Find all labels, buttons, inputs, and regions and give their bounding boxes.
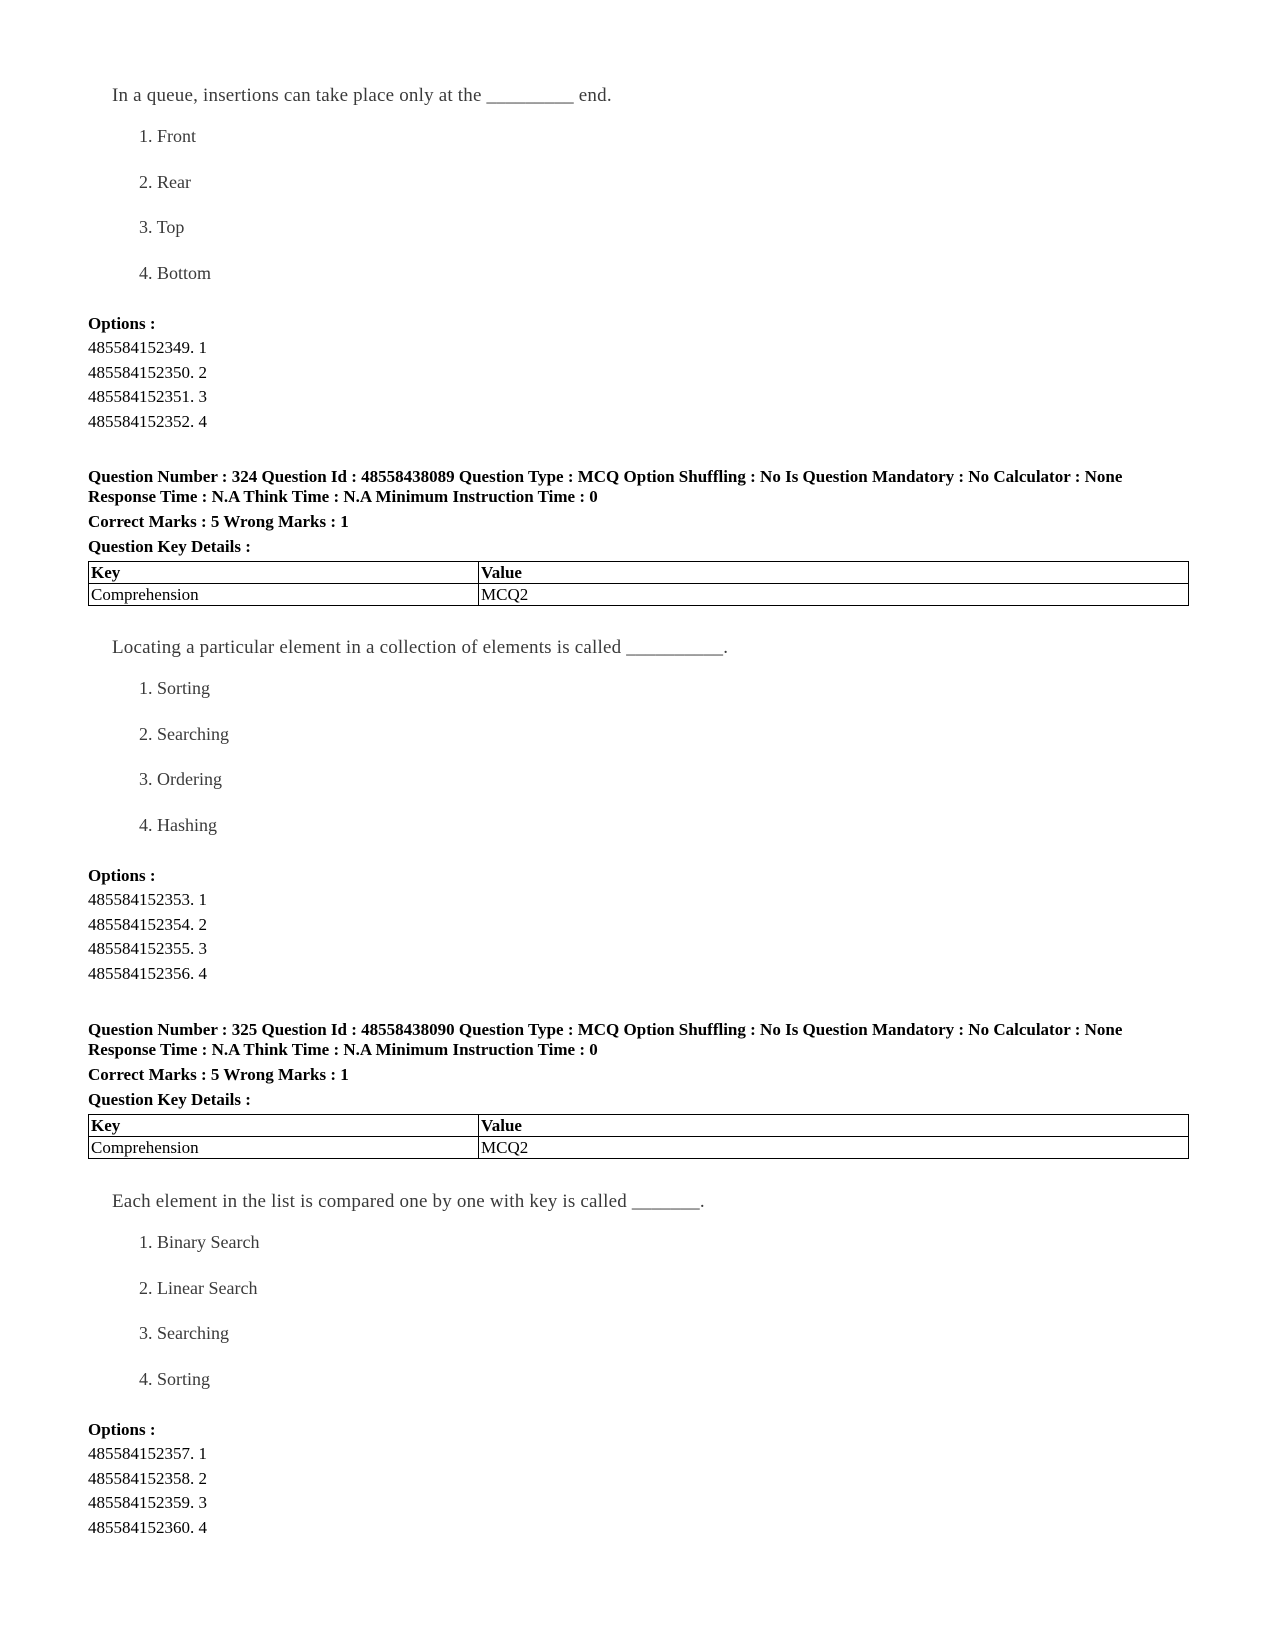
choice: 2. Rear (139, 171, 191, 192)
choice: 2. Searching (139, 723, 229, 744)
table-cell-value: MCQ2 (479, 1137, 1189, 1159)
option-line: 485584152353. 1 (88, 890, 207, 909)
option-line: 485584152350. 2 (88, 362, 207, 382)
table-header-value: Value (479, 1115, 1189, 1137)
options-block-q324 (88, 864, 1188, 986)
table-header-key: Key (89, 1115, 479, 1137)
key-details-table (88, 561, 1189, 606)
options-title: Options : (88, 866, 156, 885)
table-header-key: Key (89, 562, 479, 584)
options-block-q325 (88, 1418, 1188, 1540)
question-meta-q324 (88, 467, 1188, 606)
question-image-q325 (112, 1190, 705, 1412)
choice: 3. Top (139, 217, 185, 237)
option-line: 485584152358. 2 (88, 1468, 207, 1488)
choice: 3. Ordering (139, 769, 222, 789)
option-line: 485584152360. 4 (88, 1517, 207, 1537)
option-line: 485584152359. 3 (88, 1493, 207, 1512)
option-line: 485584152357. 1 (88, 1444, 207, 1463)
marks-line: Correct Marks : 5 Wrong Marks : 1 (88, 1065, 349, 1084)
choice: 4. Sorting (139, 1368, 211, 1389)
choice: 1. Sorting (139, 678, 211, 698)
question-meta-q325 (88, 1020, 1188, 1159)
table-header-value: Value (479, 562, 1189, 584)
table-header-row (89, 562, 1189, 584)
question-meta-line1: Question Number : 325 Question Id : 48558438090 Question Type : MCQ Option Shuffling : No Is Question Mandatory : No Calculator : None (88, 1020, 1123, 1039)
question-stem: In a queue, insertions can take place only at the _________ end. (112, 85, 612, 106)
option-line: 485584152352. 4 (88, 411, 207, 431)
key-details-table (88, 1114, 1189, 1159)
question-image-q1 (112, 84, 612, 306)
question-stem: Locating a particular element in a collection of elements is called __________. (112, 637, 729, 658)
options-title: Options : (88, 1420, 156, 1439)
table-cell-key: Comprehension (89, 584, 479, 606)
option-line: 485584152351. 3 (88, 387, 207, 406)
options-title: Options : (88, 314, 156, 333)
choice: 3. Searching (139, 1323, 229, 1343)
question-image-q324 (112, 636, 728, 858)
table-header-row (89, 1115, 1189, 1137)
option-line: 485584152349. 1 (88, 338, 207, 357)
table-row (89, 584, 1189, 606)
option-line: 485584152355. 3 (88, 939, 207, 958)
question-meta-line1: Question Number : 324 Question Id : 48558438089 Question Type : MCQ Option Shuffling : No Is Question Mandatory : No Calculator : None (88, 467, 1123, 486)
options-block-q1 (88, 312, 1188, 434)
choice: 1. Binary Search (139, 1232, 260, 1252)
question-meta-line2: Response Time : N.A Think Time : N.A Minimum Instruction Time : 0 (88, 487, 598, 506)
choice: 4. Bottom (139, 262, 212, 283)
table-cell-key: Comprehension (89, 1137, 479, 1159)
key-details-title: Question Key Details : (88, 537, 251, 556)
choice: 4. Hashing (139, 814, 217, 835)
option-line: 485584152356. 4 (88, 963, 207, 983)
key-details-title: Question Key Details : (88, 1090, 251, 1109)
choice: 1. Front (139, 126, 197, 146)
table-row (89, 1137, 1189, 1159)
question-stem: Each element in the list is compared one by one with key is called _______. (112, 1191, 705, 1212)
option-line: 485584152354. 2 (88, 914, 207, 934)
question-meta-line2: Response Time : N.A Think Time : N.A Minimum Instruction Time : 0 (88, 1040, 598, 1059)
choice: 2. Linear Search (139, 1277, 258, 1298)
marks-line: Correct Marks : 5 Wrong Marks : 1 (88, 512, 349, 531)
table-cell-value: MCQ2 (479, 584, 1189, 606)
